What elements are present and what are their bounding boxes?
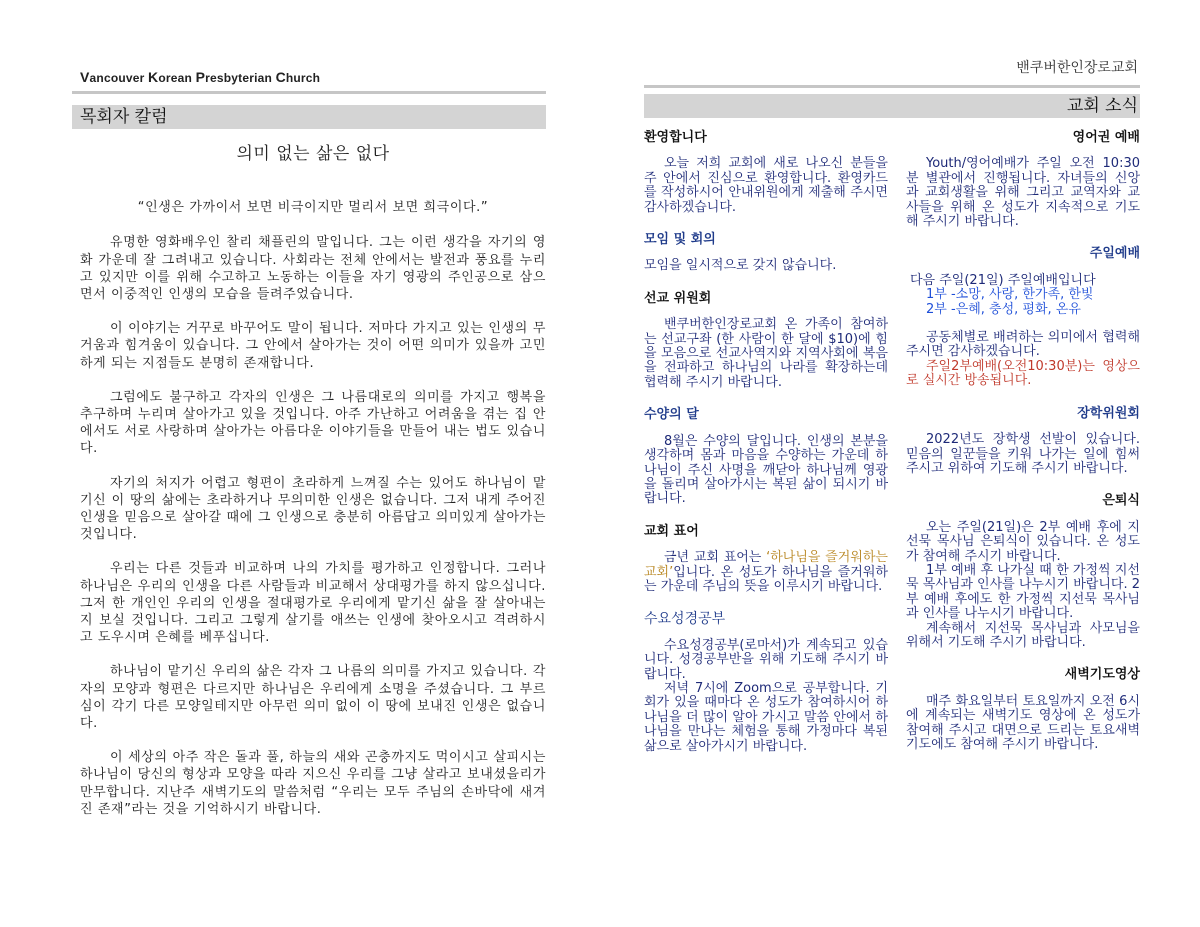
retirement-heading: 은퇴식 [1102,493,1140,509]
mission-section [644,292,888,390]
dawn-prayer-section [906,668,1140,752]
sunday-intro: 다음 주일(21일) 주일예배입니다 [910,272,1096,288]
month-text: 8월은 수양의 달입니다. 인생의 본분을 생각하며 몸과 마음을 수양하는 가운데 하나님이 주신 사명을 깨닫아 하나님께 영광을 돌리며 살아가시는 복된 삶이 되시기 바랍니다. [644,433,888,507]
retirement-text-2: 1부 예배 후 나가실 때 한 가정씩 지선묵 목사님과 인사를 나누시기 바랍니다. 2부 예배 후에도 한 가정씩 지선묵 목사님과 인사를 나누시기 바랍니다. [906,562,1140,622]
article-paragraph-1: 유명한 영화배우인 찰리 채플린의 말입니다. 그는 이런 생각을 자기의 영화 가운데 잘 그려내고 있습니다. 사회라는 전체 안에서는 발전과 풍요를 누리고 있지만 이를 위해 수고하고 노동하는 이들을 자기 영광의 주인공으로 삼으면서 이중적인 인생의 모습을 들려주었습니다. [80,235,546,303]
scholarship-text: 2022년도 장학생 선발이 있습니다. 믿음의 일꾼들을 키워 나가는 일에 힘써 주시고 위하여 기도해 주시기 바랍니다. [906,432,1140,476]
welcome-text: 오늘 저희 교회에 새로 나오신 분들을 주 안에서 진심으로 환영합니다. 환영카드를 작성하시어 안내위원에게 제출해 주시면 감사하겠습니다. [644,156,888,215]
motto-heading: 교회 표어 [644,523,699,539]
news-column-1 [644,131,888,772]
month-heading: 수양의 달 [644,407,699,423]
welcome-heading: 환영합니다 [644,130,707,145]
mission-text: 밴쿠버한인장로교회 온 가족이 참여하는 선교구좌 (한 사람이 한 달에 $10)에 힘을 모음으로 선교사역지와 지역사회에 복음을 전파하고 하나님의 나라를 확장하는데 협력해 주시기 바랍니다. [644,317,888,390]
retirement-text-3: 계속해서 지선묵 목사님과 사모님을 위해서 기도해 주시기 바랍니다. [906,620,1140,650]
bible-study-section [644,612,888,754]
news-title: 교회 소식 [1066,96,1138,116]
article-paragraph-3: 그럼에도 불구하고 각자의 인생은 그 나름대로의 의미를 가지고 행복을 추구하며 누리며 살아가고 있을 것입니다. 아주 가난하고 어려움을 겪는 집 안에서도 서로 사랑하며 살아가는 아름다운 이야기들을 만들어 내는 법도 있습니다. [80,389,546,457]
church-name-en: Vancouver Korean Presbyterian Church [80,69,321,85]
scholarship-heading: 장학위원회 [1077,405,1140,421]
church-name-ko: 밴쿠버한인장로교회 [1016,60,1138,76]
news-bar [644,94,1140,118]
retirement-text-1: 오는 주일(21일)은 2부 예배 후에 지선묵 목사님 은퇴식이 있습니다. 온 성도가 참여해 주시기 바랍니다. [906,519,1140,564]
sunday-broadcast: 주일2부예배(오전10:30분)는 영상으로 실시간 방송됩니다. [906,358,1140,389]
article-title: 의미 없는 삶은 없다 [236,144,390,164]
scholarship-section [906,407,1140,477]
dawn-prayer-heading: 새벽기도영상 [1064,667,1140,683]
motto-text: 금년 교회 표어는 ‘하나님을 즐거워하는 교회’입니다. 온 성도가 하나님을 즐거워하는 가운데 주님의 뜻을 이루시기 바랍니다. [644,550,888,594]
article-paragraph-5: 우리는 다른 것들과 비교하며 나의 가치를 평가하고 인정합니다. 그러나 하나님은 우리의 인생을 다른 사람들과 비교해서 상대평가를 하지 않으십니다. 그저 한 개인인 우리의 인생을 절대평가로 우리에게 맡기신 삶을 잘 살아내는지 보실 것입니다. 그리고 그렇게 살기를 애쓰는 인생에 찾아오시고 격려하시고 도우시며 은혜를 베푸십니다. [80,561,546,646]
sunday-part-2: 2부 -은혜, 충성, 평화, 온유 [926,301,1081,317]
mission-heading: 선교 위원회 [644,290,712,306]
article-paragraph-2: 이 이야기는 거꾸로 바꾸어도 말이 됩니다. 저마다 가지고 있는 인생의 무거움과 힘겨움이 있습니다. 그 안에서 살아가는 것이 어떤 의미가 있을까 고민하게 되는 지점들도 분명히 존재합니다. [80,321,546,371]
bible-study-text-1: 수요성경공부(로마서)가 계속되고 있습니다. 성경공부반을 위해 기도해 주시기 바랍니다. [644,637,888,682]
news-column-2 [906,131,1140,770]
article-paragraph-7: 이 세상의 아주 작은 돌과 풀, 하늘의 새와 곤충까지도 먹이시고 살피시는 하나님이 당신의 형상과 모양을 따라 지으신 우리를 그냥 살라고 보내셨을리가 만무합니다. 지난주 새벽기도의 말씀처럼 “우리는 모두 주님의 손바닥에 새겨진 존재”라는 것을 기억하시기 바랍니다. [80,750,546,817]
english-section [906,131,1140,229]
pastor-column-bar [72,105,546,129]
bible-study-text-2: 저녁 7시에 Zoom으로 공부합니다. 기회가 있을 때마다 온 성도가 참여하시어 하나님을 더 많이 알아 가시고 말씀 안에서 하나님을 만나는 체험을 통해 가정마다 복된 삶으로 살아가시기 바랍니다. [644,680,888,754]
month-section [644,408,888,506]
sunday-text: 공동체별로 배려하는 의미에서 협력해 주시면 감사하겠습니다. [906,330,1140,360]
sunday-heading: 주일예배 [1089,246,1140,262]
article-paragraph-6: 하나님이 맡기신 우리의 삶은 각자 그 나름의 의미를 가지고 있습니다. 각자의 모양과 형편은 다르지만 하나님은 우리에게 소명을 주셨습니다. 그 부르심이 각기 다른 모양일테지만 아무런 의미 없이 이 땅에 보내진 인생은 없습니다. [80,664,546,732]
header-rule-right [644,85,1140,88]
meetings-section [644,233,888,274]
dawn-prayer-text: 매주 화요일부터 토요일까지 오전 6시에 계속되는 새벽기도 영상에 온 성도가 참여해 주시고 대면으로 드리는 토요새벽기도에도 참여해 주시기 바랍니다. [906,693,1140,752]
motto-highlight: ‘하나님을 즐거워하는 교회’ [644,550,888,580]
header-rule-left [72,91,546,94]
meetings-text: 모임을 일시적으로 갖지 않습니다. [644,258,837,274]
meetings-heading: 모임 및 회의 [644,232,716,248]
retirement-section [906,494,1140,650]
article-paragraph-4: 자기의 처지가 어렵고 형편이 초라하게 느껴질 수는 있어도 하나님이 맡기신 이 땅의 삶에는 초라하거나 무의미한 인생은 없습니다. 그저 내게 주어진 인생을 믿음으로 살아갈 때에 그 인생으로 충분히 아름답고 의미있게 살아가는 것입니다. [80,475,546,543]
pastor-article [80,146,546,835]
sunday-section [906,247,1140,388]
motto-section [644,525,888,595]
welcome-section [644,131,888,215]
bible-study-heading: 수요성경공부 [644,611,726,628]
sunday-part-1: 1부 -소망, 사랑, 한가족, 한빛 [926,287,1094,303]
english-text: Youth/영어예배가 주일 오전 10:30분 별관에서 진행됩니다. 자녀들의 신앙과 교회생활을 위해 그리고 교역자와 교사들을 위해 온 성도가 지속적으로 기도해 주시기 바랍니다. [906,156,1140,230]
article-quote: “인생은 가까이서 보면 비극이지만 멀리서 보면 희극이다.” [137,200,489,216]
english-heading: 영어권 예배 [1072,130,1140,145]
pastor-column-title: 목회자 칼럼 [80,107,168,127]
